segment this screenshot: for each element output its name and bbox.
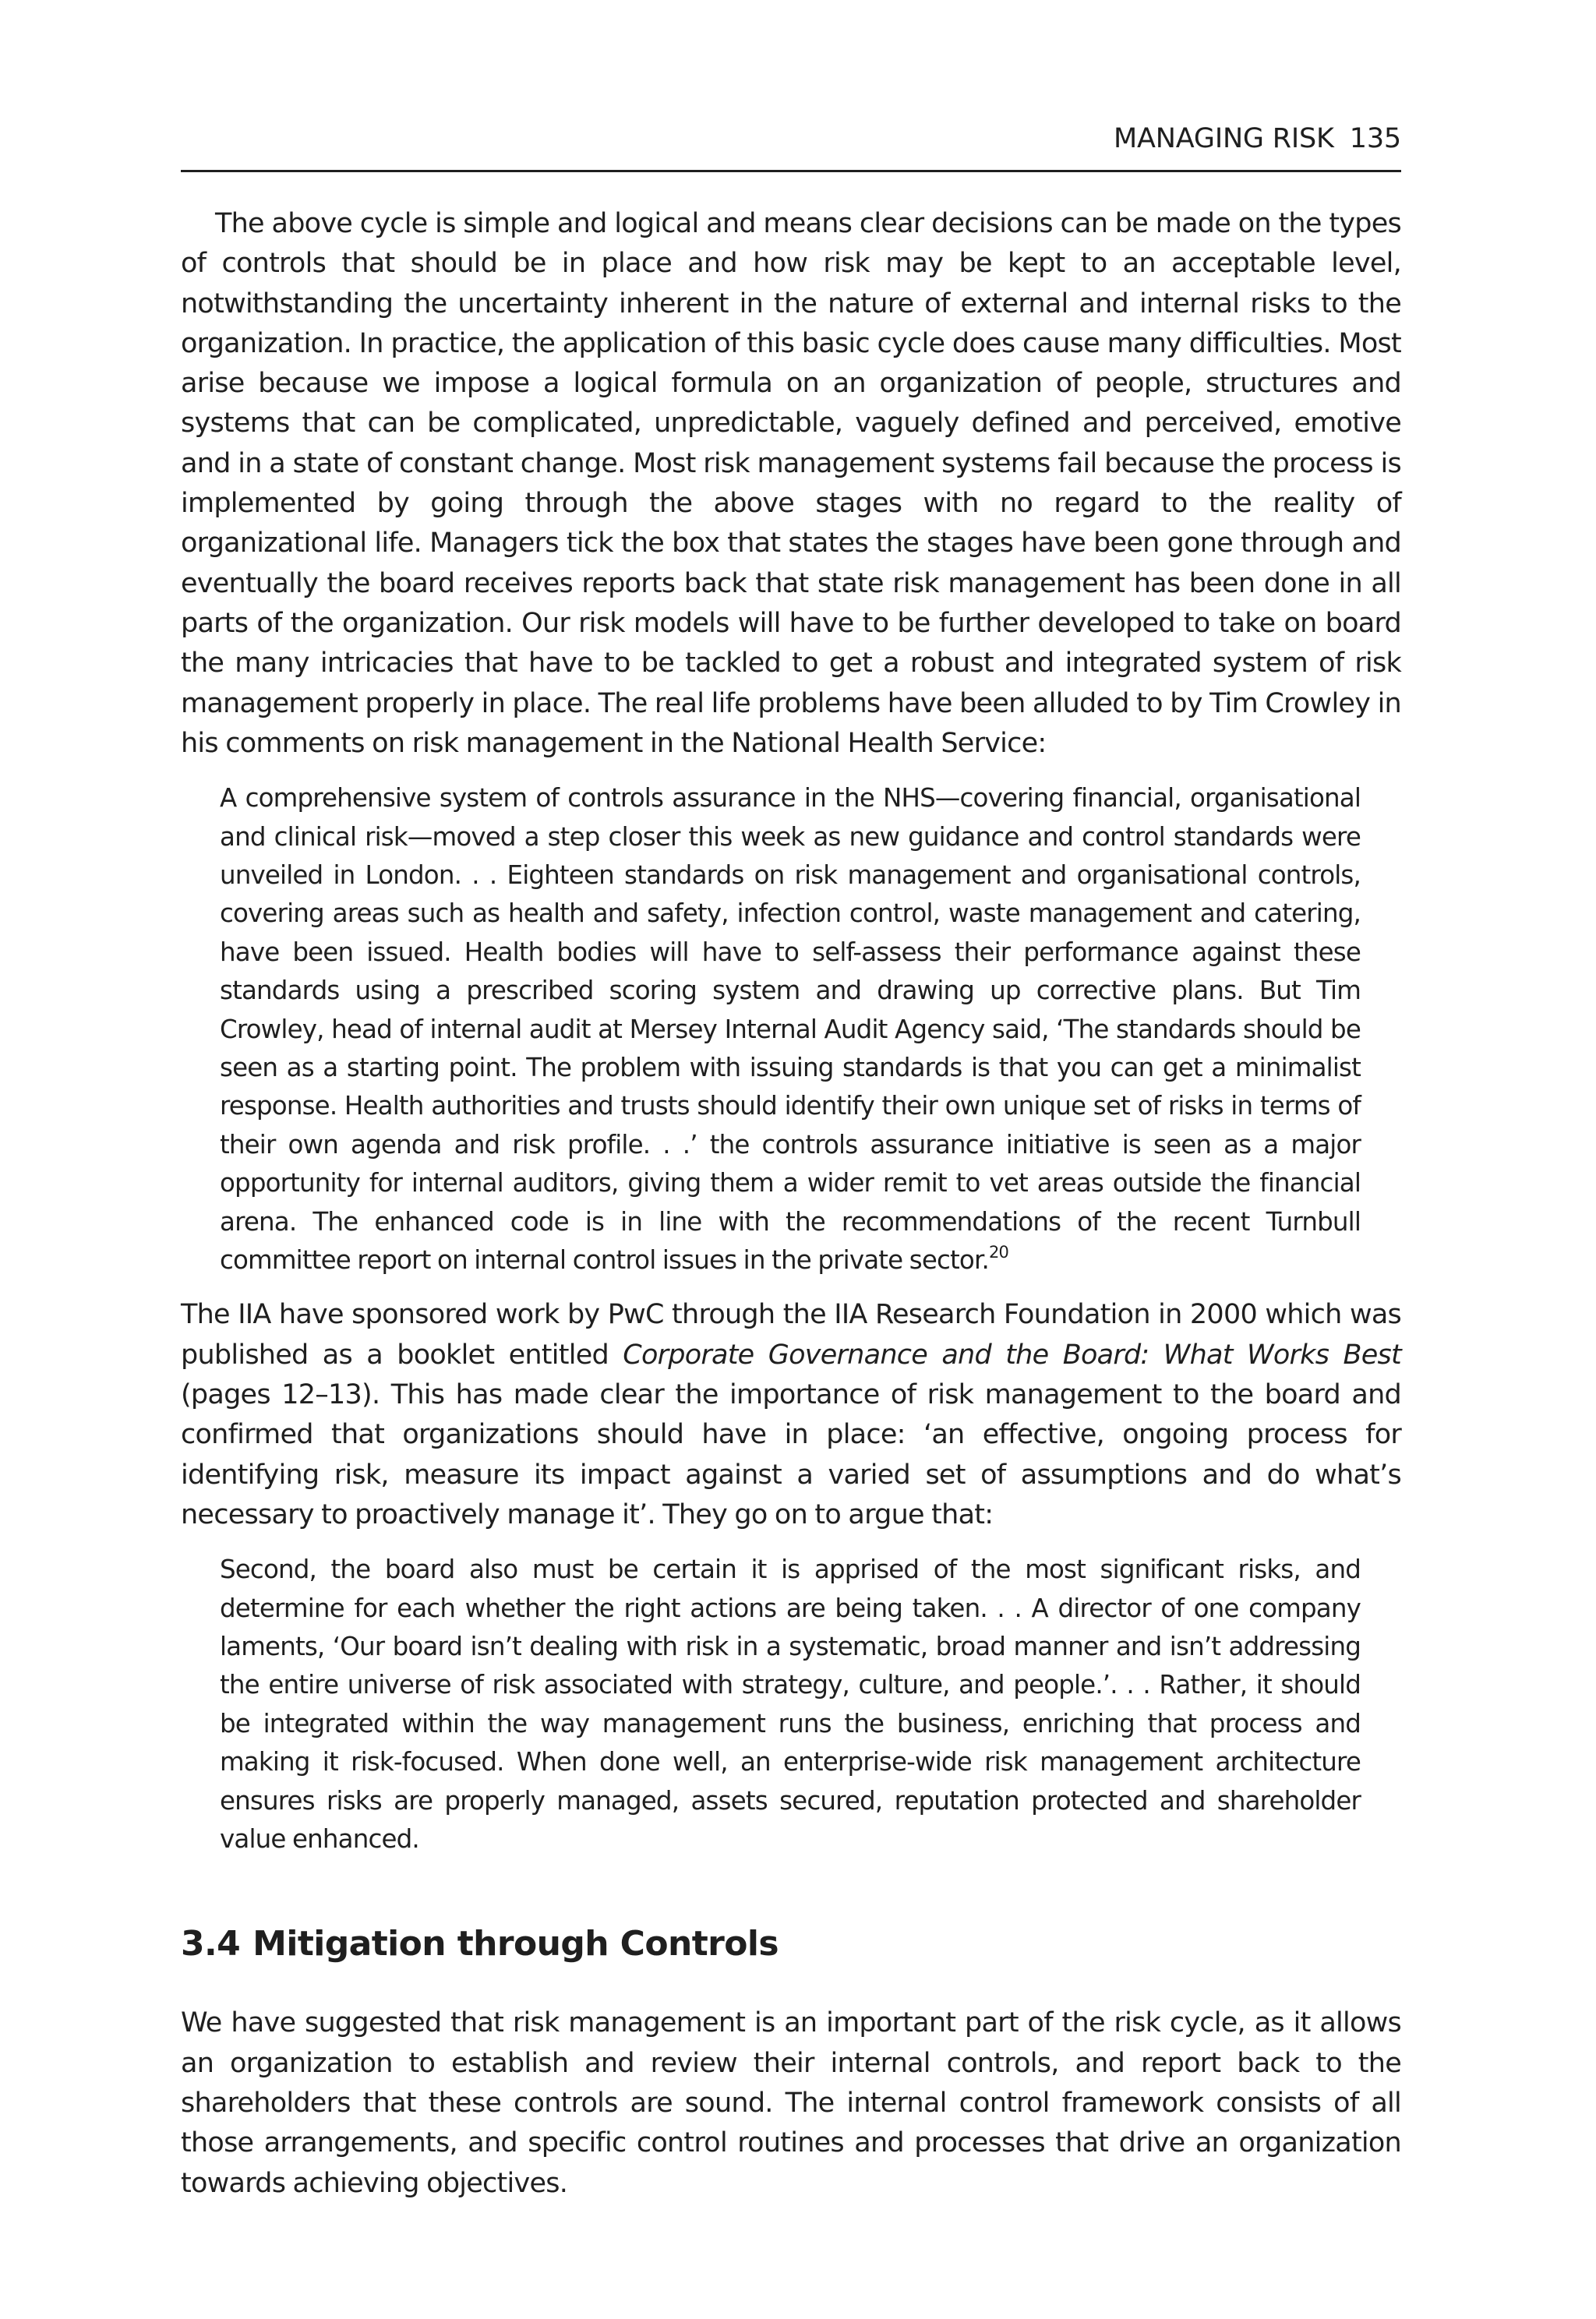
- section-number: 3.4: [181, 1924, 241, 1964]
- running-header: [1114, 123, 1401, 154]
- body-text: [181, 204, 1401, 2204]
- header-rule: [181, 170, 1401, 172]
- paragraph-2: [181, 1295, 1401, 1535]
- paragraph-2-end: (pages 12–13). This has made clear the importance of risk management to the board and confirmed that organizations should have in place: ‘an effective, ongoing process for identifying risk, measure its impact against a varied set of assumptions and do what’s necessary to proactively manage it’. They go on to argue that:: [181, 1379, 1401, 1530]
- section-title: Mitigation through Controls: [252, 1924, 779, 1964]
- block-quote-board: Second, the board also must be certain it is apprised of the most significant risks, and determine for each whether the right actions are being taken. . . A director of one company laments, ‘Our board isn’t dealing with risk in a systematic, broad manner and isn’t addressing the entire universe of risk associated with strategy, culture, and people.’. . . Rather, it should be integrated within the way management runs the business, enriching that process and making it risk-focused. When done well, an enterprise-wide risk management architecture ensures risks are properly managed, assets secured, reputation protected and shareholder value enhanced.: [220, 1555, 1361, 1855]
- quote-1-text: A comprehensive system of controls assurance in the NHS—covering financial, organisational and clinical risk—moved a step closer this week as new guidance and control standards were unveiled in London. . . Eighteen standards on risk management and organisational controls, covering areas such as health and safety, infection control, waste management and catering, have been issued. Health bodies will have to self-assess their performance against these standards using a prescribed scoring system and drawing up corrective plans. But Tim Crowley, head of internal audit at Mersey Internal Audit Agency said, ‘The standards should be seen as a starting point. The problem with issuing standards is that you can get a minimalist response. Health authorities and trusts should identify their own unique set of risks in terms of their own agenda and risk profile. . .’ the controls assurance initiative is seen as a major opportunity for internal auditors, giving them a wider remit to vet areas outside the financial arena. The enhanced code is in line with the recommendations of the recent Turnbull committee report on internal control issues in the private sector.: [220, 783, 1361, 1276]
- paragraph-2-start: The IIA have sponsored work by PwC through the IIA Research Foundation in 2000 which was published as a booklet entitled: [181, 1299, 1401, 1371]
- paragraph-1: The above cycle is simple and logical and means clear decisions can be made on the types of controls that should be in place and how risk may be kept to an acceptable level, notwithstanding the uncertainty inherent in the nature of external and internal risks to the organization. In practice, the application of this basic cycle does cause many difficulties. Most arise because we impose a logical formula on an organization of people, structures and systems that can be complicated, unpredictable, vaguely defined and perceived, emotive and in a state of constant change. Most risk management systems fail because the process is implemented by going through the above stages with no regard to the reality of organizational life. Managers tick the box that states the stages have been gone through and eventually the board receives reports back that state risk management has been done in all parts of the organization. Our risk models will have to be further developed to take on board the many intricacies that have to be tackled to get a robust and integrated system of risk management properly in place. The real life problems have been alluded to by Tim Crowley in his comments on risk management in the National Health Service:: [181, 208, 1401, 759]
- footnote-ref-20: 20: [988, 1243, 1009, 1262]
- booklet-title: Corporate Governance and the Board: What Works Best: [623, 1339, 1401, 1371]
- running-title: MANAGING RISK: [1114, 123, 1334, 154]
- page-number: 135: [1349, 123, 1401, 154]
- section-heading: [181, 1921, 1401, 1968]
- block-quote-nhs: [220, 779, 1361, 1280]
- paragraph-3: We have suggested that risk management is an important part of the risk cycle, as it allows an organization to establish and review their internal controls, and report back to the shareholders that these controls are sound. The internal control framework consists of all those arrangements, and specific control routines and processes that drive an organization towards achieving objectives.: [181, 2007, 1401, 2199]
